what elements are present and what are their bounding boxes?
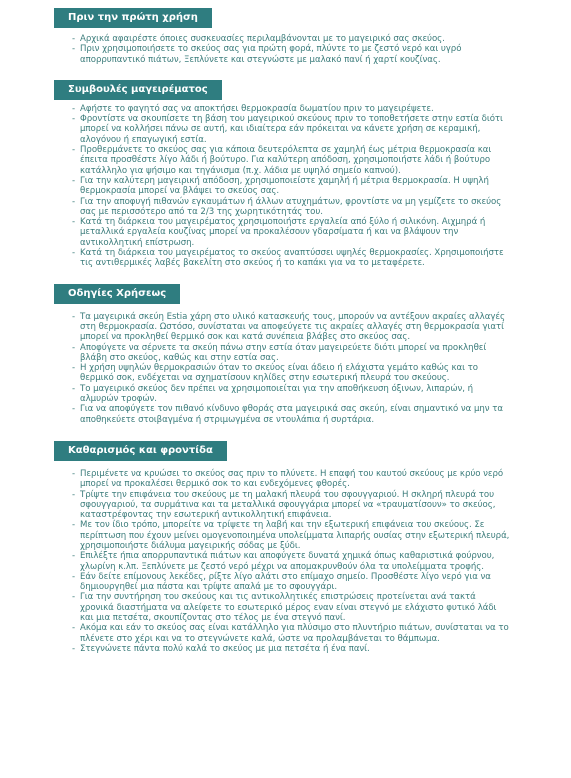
section-title: Καθαρισμός και φροντίδα bbox=[54, 441, 227, 461]
list-item: - Για την καλύτερη μαγειρική απόδοση, χρησιμοποιείστε χαμηλή ή μέτρια θερμοκρασία. Η υψηλή θερμοκρασία μπορεί να βλάψει το σκεύος σας. bbox=[80, 176, 511, 197]
list-item: - Ακόμα και εάν το σκεύος σας είναι κατάλληλο για πλύσιμο στο πλυντήριο πιάτων, συνίσταται να το πλένετε στο χέρι και να το στεγνώνετε καλά, ώστε να προλαμβάνεται το θάμπωμα. bbox=[80, 623, 511, 644]
list-item: - Με τον ίδιο τρόπο, μπορείτε να τρίψετε τη λαβή και την εξωτερική επιφάνεια του σκεύους. Σε περίπτωση που έχουν μείνει ομογενοποιημένα υπολείμματα λιπαρής ουσίας στην εξωτερική πλευρά, χρησιμοποιήστε διάλυμα μαγειρικής σόδας με ξύδι. bbox=[80, 520, 511, 551]
list-item: - Εάν δείτε επίμονους λεκέδες, ρίξτε λίγο αλάτι στο επίμαχο σημείο. Προσθέστε λίγο νερό για να δημιουργηθεί μια πάστα και τρίψτε απαλά με το σφουγγάρι. bbox=[80, 572, 511, 593]
list-item: - Για να αποφύγετε τον πιθανό κίνδυνο φθοράς στα μαγειρικά σας σκεύη, είναι σημαντικό να μην τα αποθηκεύετε στοιβαγμένα ή στριμωγμένα σε ντουλάπια ή συρτάρια. bbox=[80, 404, 511, 425]
section-title: Πριν την πρώτη χρήση bbox=[54, 8, 212, 28]
list-item: - Κατά τη διάρκεια του μαγειρέματος χρησιμοποιήστε εργαλεία από ξύλο ή σιλικόνη. Αιχμηρά ή μεταλλικά εργαλεία κουζίνας μπορεί να προκαλέσουν γδαρσίματα ή και να βλάψουν την αντικολλητική επίστρωση. bbox=[80, 217, 511, 248]
section-title: Οδηγίες Χρήσεως bbox=[54, 284, 180, 304]
list-item: - Τα μαγειρικά σκεύη Estia χάρη στο υλικό κατασκευής τους, μπορούν να αντέξουν ακραίες αλλαγές στη θερμοκρασία. Ωστόσο, συνίσταται να αποφεύγετε τις ακραίες αλλαγές στη θερμοκρασία γιατί μπορεί να προκληθεί θερμικό σοκ και κατά συνέπεια βλάβες στο σκεύος σας. bbox=[80, 312, 511, 343]
list-item: - Η χρήση υψηλών θερμοκρασιών όταν το σκεύος είναι άδειο ή ελάχιστα γεμάτο καθώς και το θερμικό σοκ, ενδέχεται να σχηματίσουν κηλίδες στην εσωτερική πλευρά του σκεύους. bbox=[80, 363, 511, 384]
section-cleaning-care bbox=[0, 438, 571, 654]
list-item: - Φροντίστε να σκουπίσετε τη βάση του μαγειρικού σκεύους πριν το τοποθετήσετε στην εστία διότι μπορεί να κολλήσει πάνω σε αυτή, και ιδιαίτερα εάν πρόκειται να κάνετε χρήση σε κεραμική, αλογόνου ή επαγωγική εστία. bbox=[80, 114, 511, 145]
list-item: - Για την συντήρηση του σκεύους και τις αντικολλητικές επιστρώσεις προτείνεται ανά τακτά χρονικά διαστήματα να αλείφετε το εσωτερικό μέρος εναν είναι στεγνό με ελάχιστο φυτικό λάδι και μια πετσέτα, σκουπίζοντας στο τέλος με ένα στεγνό πανί. bbox=[80, 592, 511, 623]
list-item: - Επιλέξτε ήπια απορρυπαντικά πιάτων και αποφύγετε δυνατά χημικά όπως καθαριστικά φούρνου, χλωρίνη κ.λπ. Ξεπλύνετε με ζεστό νερό μέχρι να απομακρυνθούν όλα τα υπολείμματα τροφής. bbox=[80, 551, 511, 572]
item-list bbox=[0, 104, 571, 269]
section-before-first-use bbox=[0, 5, 571, 65]
list-item: - Προθερμάνετε το σκεύος σας για κάποια δευτερόλεπτα σε χαμηλή έως μέτρια θερμοκρασία και έπειτα προσθέστε λίγο λάδι ή βούτυρο. Για καλύτερη απόδοση, χρησιμοποιήστε λάδι ή βούτυρο κατάλληλο για ψήσιμο και τηγάνισμα (π.χ. λάδια με υψηλό σημείο καπνού). bbox=[80, 145, 511, 176]
list-item: - Αρχικά αφαιρέστε όποιες συσκευασίες περιλαμβάνονται με το μαγειρικό σας σκεύος. bbox=[80, 34, 511, 44]
list-item: - Τρίψτε την επιφάνεια του σκεύους με τη μαλακή πλευρά του σφουγγαριού. Η σκληρή πλευρά του σφουγγαριού, τα συρμάτινα και τα μεταλλικά σφουγγάρια μπορεί να «τραυματίσουν» το σκεύος, καταστρέφοντας την εσωτερική αντικολλητική επιφάνεια. bbox=[80, 490, 511, 521]
list-item: - Αποφύγετε να σέρνετε τα σκεύη πάνω στην εστία όταν μαγειρεύετε διότι μπορεί να προκληθεί βλάβη στο σκεύος, καθώς και στην εστία σας. bbox=[80, 343, 511, 364]
list-item: - Περιμένετε να κρυώσει το σκεύος σας πριν το πλύνετε. Η επαφή του καυτού σκεύους με κρύο νερό μπορεί να προκαλέσει θερμικό σοκ το και ενδεχόμενες φθορές. bbox=[80, 469, 511, 490]
section-cooking-tips bbox=[0, 77, 571, 269]
list-item: - Κατά τη διάρκεια του μαγειρέματος το σκεύος αναπτύσσει υψηλές θερμοκρασίες. Χρησιμοποιήστε τις αντιθερμικές λαβές βακελίτη στο σκεύος ή το καπάκι για να το μεταφέρετε. bbox=[80, 248, 511, 269]
list-item: - Στεγνώνετε πάντα πολύ καλά το σκεύος με μια πετσέτα ή ένα πανί. bbox=[80, 644, 511, 654]
section-usage-instructions bbox=[0, 281, 571, 425]
list-item: - Για την αποφυγή πιθανών εγκαυμάτων ή άλλων ατυχημάτων, φροντίστε να μη γεμίζετε το σκεύος σας με περισσότερο από τα 2/3 της χωρητικότητάς του. bbox=[80, 197, 511, 218]
item-list bbox=[0, 469, 571, 654]
list-item: - Πριν χρησιμοποιήσετε το σκεύος σας για πρώτη φορά, πλύντε το με ζεστό νερό και υγρό απορρυπαντικό πιάτων, Ξεπλύνετε και στεγνώστε με μαλακό πανί ή χαρτί κουζίνας. bbox=[80, 44, 511, 65]
section-title: Συμβουλές μαγειρέματος bbox=[54, 80, 222, 100]
item-list bbox=[0, 34, 571, 65]
list-item: - Αφήστε το φαγητό σας να αποκτήσει θερμοκρασία δωματίου πριν το μαγειρέψετε. bbox=[80, 104, 511, 114]
item-list bbox=[0, 312, 571, 425]
list-item: - Το μαγειρικό σκεύος δεν πρέπει να χρησιμοποιείται για την αποθήκευση όξινων, λιπαρών, ή αλμυρών τροφών. bbox=[80, 384, 511, 405]
